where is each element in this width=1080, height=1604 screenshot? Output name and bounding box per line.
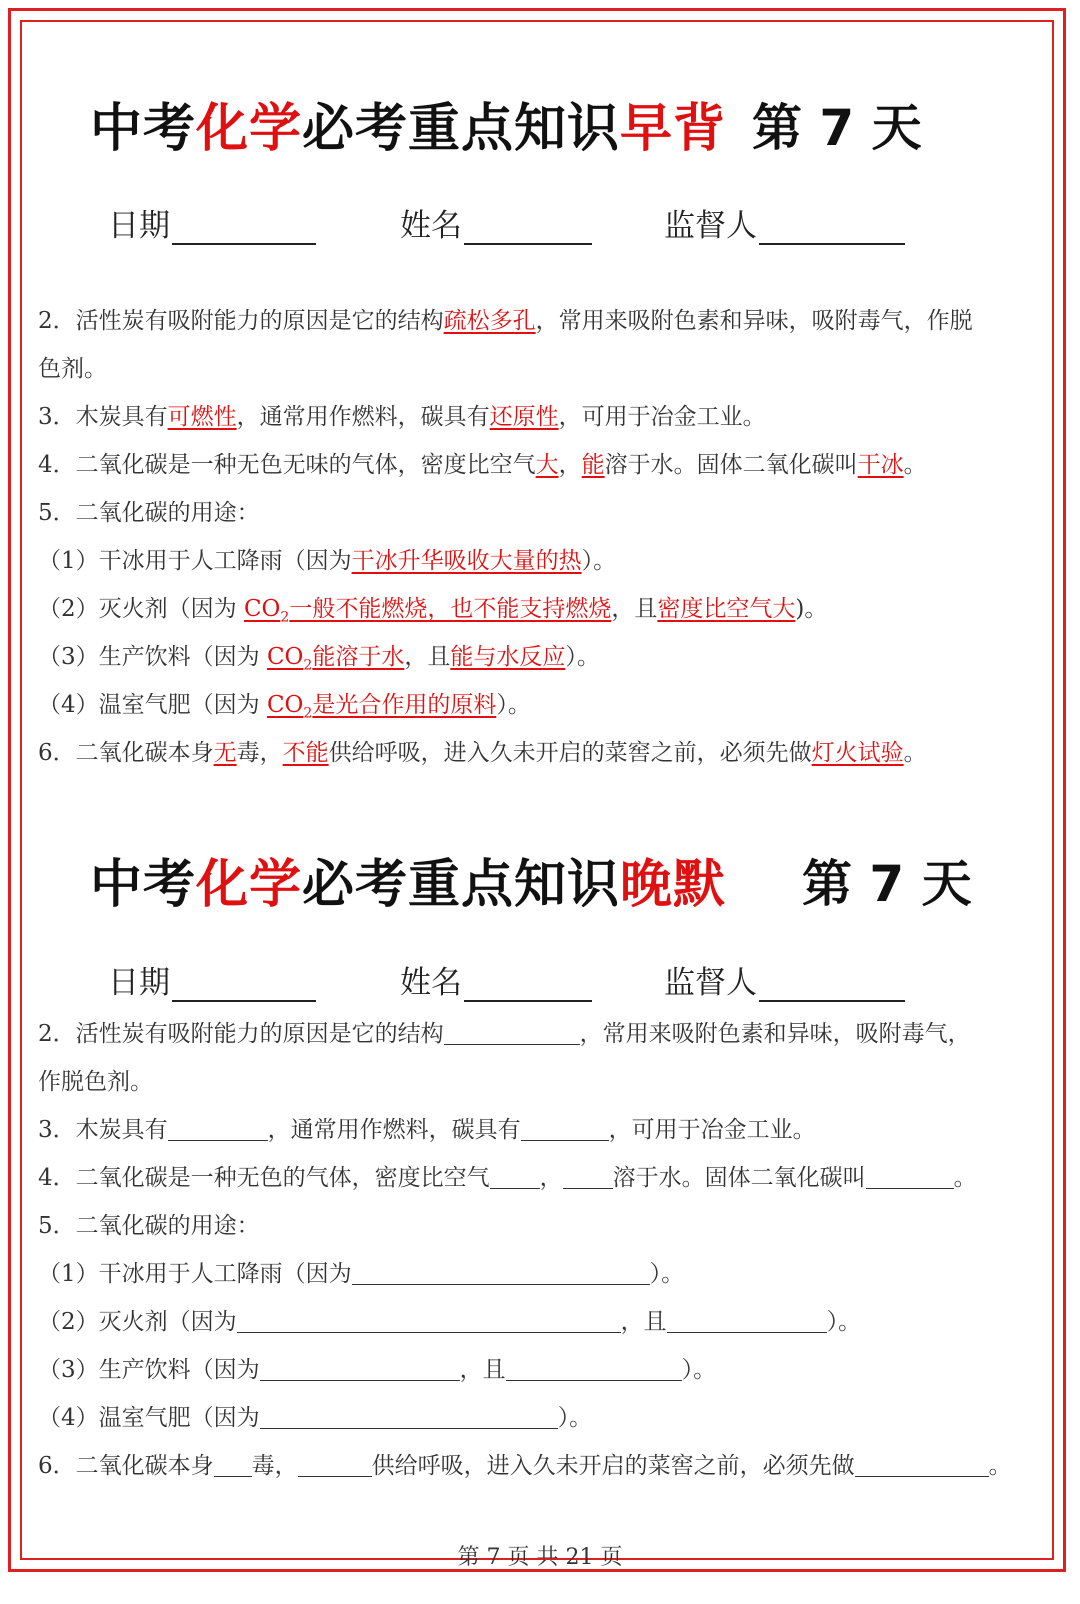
q6-blank: 6．二氧化碳本身 毒， 供给呼吸，进入久未开启的菜窖之前，必须先做 。 xyxy=(38,1453,1012,1479)
date-field[interactable]: 日期 xyxy=(108,957,316,1002)
blank[interactable] xyxy=(506,1356,682,1381)
blank[interactable] xyxy=(260,1356,460,1381)
evening-content xyxy=(38,1010,1038,1490)
q5-1-blank: （1）干冰用于人工降雨（因为 ）。 xyxy=(38,1261,685,1287)
q5-4-blank: （4）温室气肥（因为 ）。 xyxy=(38,1405,593,1431)
blank[interactable] xyxy=(298,1452,372,1477)
date-field[interactable]: 日期 xyxy=(108,200,316,245)
q5-4: （4）温室气肥（因为 $CO_2$是光合作用的原料）。 xyxy=(38,692,531,722)
q5-3: （3）生产饮料（因为 $CO_2$能溶于水，且能与水反应）。 xyxy=(38,644,600,674)
q5-2-blank: （2）灭火剂（因为 ，且 ）。 xyxy=(38,1309,862,1335)
morning-content xyxy=(38,297,1038,777)
q4-blank: 4．二氧化碳是一种无色的气体，密度比空气 ， 溶于水。固体二氧化碳叫 。 xyxy=(38,1165,977,1191)
blank[interactable] xyxy=(237,1308,621,1333)
q5-2: （2）灭火剂（因为 $CO_2$一般不能燃烧，也不能支持燃烧，且密度比空气大)。 xyxy=(38,596,828,626)
blank[interactable] xyxy=(866,1164,954,1189)
q3-blank: 3．木炭具有 ，通常用作燃料，碳具有 ，可用于冶金工业。 xyxy=(38,1117,816,1143)
q2-line1: 2．活性炭有吸附能力的原因是它的结构疏松多孔，常用来吸附色素和异味，吸附毒气，作脱 xyxy=(38,308,973,334)
blank[interactable] xyxy=(490,1164,540,1189)
name-field[interactable]: 姓名 xyxy=(400,200,592,245)
blank[interactable] xyxy=(855,1452,989,1477)
blank[interactable] xyxy=(444,1020,580,1045)
name-field[interactable]: 姓名 xyxy=(400,957,592,1002)
blank[interactable] xyxy=(214,1452,252,1477)
supervisor-field[interactable]: 监督人 xyxy=(664,957,905,1002)
q6: 6．二氧化碳本身无毒，不能供给呼吸，进入久未开启的菜窖之前，必须先做灯火试验。 xyxy=(38,740,927,766)
blank[interactable] xyxy=(168,1116,268,1141)
blank[interactable] xyxy=(563,1164,613,1189)
blank[interactable] xyxy=(260,1404,558,1429)
q5-title: 5．二氧化碳的用途： xyxy=(38,500,260,526)
evening-day: 第 7 天 xyxy=(802,855,972,913)
morning-day: 第 7 天 xyxy=(752,99,922,157)
evening-title: 中考化学必考重点知识晚默 xyxy=(90,855,727,915)
page-footer: 第 7 页 共 21 页 xyxy=(457,1545,623,1570)
q2-line1-blank: 2．活性炭有吸附能力的原因是它的结构 ，常用来吸附色素和异味，吸附毒气， xyxy=(38,1021,971,1047)
blank[interactable] xyxy=(352,1260,650,1285)
blank[interactable] xyxy=(667,1308,827,1333)
q5-3-blank: （3）生产饮料（因为 ，且 ）。 xyxy=(38,1357,717,1383)
q2-line2-blank: 作脱色剂。 xyxy=(38,1069,153,1095)
morning-title: 中考化学必考重点知识早背 xyxy=(90,99,727,159)
q3: 3．木炭具有可燃性，通常用作燃料，碳具有还原性，可用于冶金工业。 xyxy=(38,404,766,430)
q4: 4．二氧化碳是一种无色无味的气体，密度比空气大，能溶于水。固体二氧化碳叫干冰。 xyxy=(38,452,927,478)
q5-1: （1）干冰用于人工降雨（因为干冰升华吸收大量的热）。 xyxy=(38,548,617,574)
q2-line2: 色剂。 xyxy=(38,356,107,382)
supervisor-field[interactable]: 监督人 xyxy=(664,200,905,245)
blank[interactable] xyxy=(521,1116,609,1141)
q5-title-blank: 5．二氧化碳的用途： xyxy=(38,1213,260,1239)
